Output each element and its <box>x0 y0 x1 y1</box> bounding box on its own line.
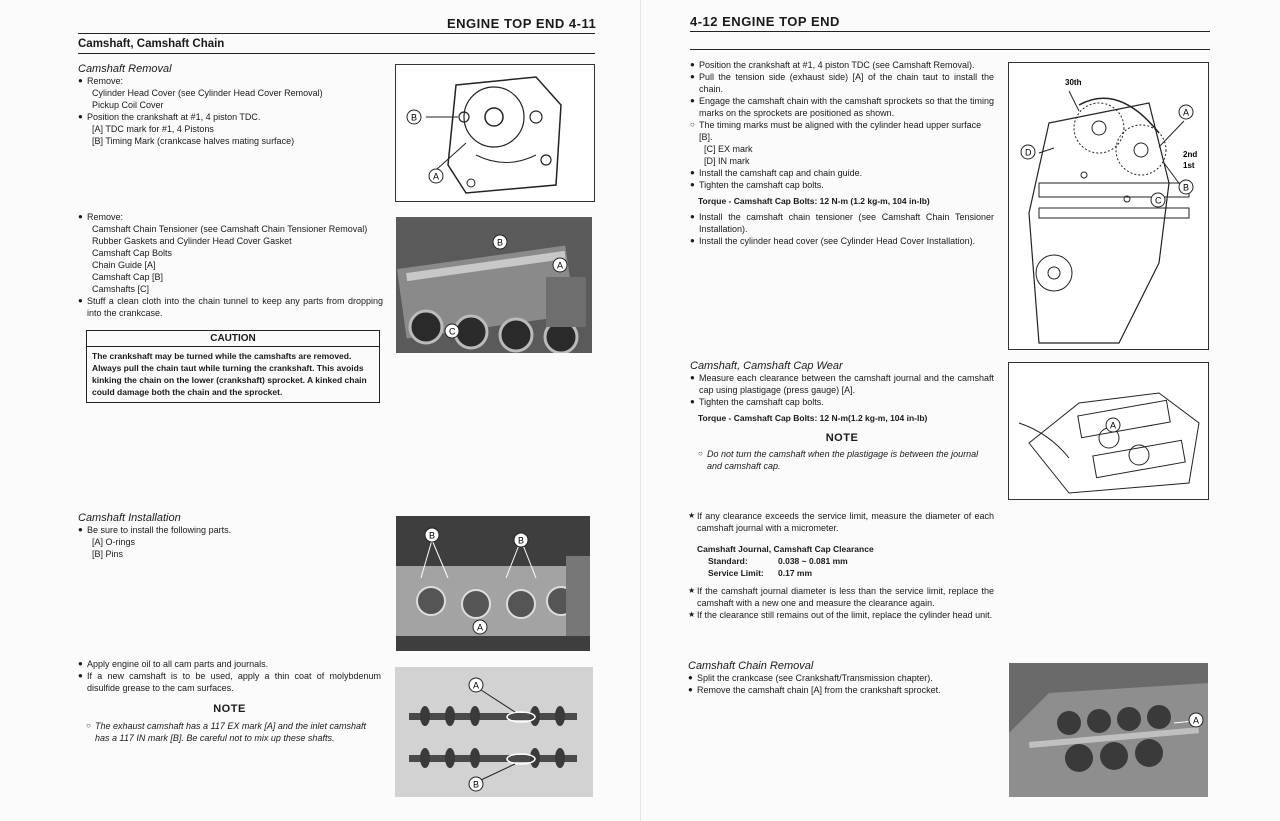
remove-part: Camshaft Cap Bolts <box>92 248 173 258</box>
remove-part: Chain Guide [A] <box>92 260 156 270</box>
remove-bullet: ● Remove: <box>78 75 383 87</box>
diagram-label-c: C <box>1155 195 1162 206</box>
pickup-coil-drawing <box>396 65 595 202</box>
spec-title: Camshaft Journal, Camshaft Cap Clearance <box>697 544 874 554</box>
right-page <box>640 0 1280 821</box>
photo-label-b: B <box>518 535 525 546</box>
install-part: [B] Pins <box>92 549 124 559</box>
label-1st: 1st <box>1183 161 1195 170</box>
header-rule <box>690 31 1210 32</box>
torque-spec: Torque - Camshaft Cap Bolts: 12 N-m (1.2 kg-m, 104 in-lb) <box>698 196 930 206</box>
left-page-header: ENGINE TOP END 4-11 <box>447 16 597 31</box>
measure-bullet: ● Measure each clearance between the camshaft journal and the camshaft cap using plastigage (press gauge) [A]. <box>690 372 994 396</box>
caution-box <box>86 330 380 403</box>
clearance-block <box>688 510 994 621</box>
caution-heading: CAUTION <box>87 331 379 347</box>
tighten-bullet: ● Tighten the camshaft cap bolts. <box>690 396 994 408</box>
photo-label-a: A <box>557 260 564 271</box>
figure-label-b: B <box>411 112 418 123</box>
spec-row-standard <box>708 555 994 567</box>
note-body: ○ The exhaust camshaft has a 117 EX mark [A] and the inlet camshaft has a 117 IN mark [B]. Be careful not to mix up these shafts. <box>86 720 381 744</box>
crankcase-photo-art <box>1009 663 1208 797</box>
position-item: [B] Timing Mark (crankcase halves mating surface) <box>92 136 295 146</box>
position-item: [A] TDC mark for #1, 4 Pistons <box>92 124 214 134</box>
title-rule <box>78 53 595 54</box>
remove-parts-block <box>78 211 383 319</box>
pickup-coil-figure <box>395 64 595 202</box>
caution-body: The crankshaft may be turned while the camshafts are removed. Always pull the chain taut while turning the crankshaft. This avoids kinking the chain on the lower (crankshaft) sprocket. A kinked chain could damage both the chain and the sprocket. <box>92 351 367 397</box>
install-part: [A] O-rings <box>92 537 136 547</box>
install-step: ● Install the camshaft chain tensioner (see Camshaft Chain Tensioner Installation). <box>690 211 994 235</box>
o-rings-photo <box>396 516 590 651</box>
diagram-label-a: A <box>1183 107 1190 118</box>
timing-diagram <box>1008 62 1209 350</box>
timing-item: [D] IN mark <box>704 156 750 166</box>
wear-heading: Camshaft, Camshaft Cap Wear <box>690 360 843 372</box>
plastigage-figure <box>1008 362 1209 500</box>
cylinder-head-photo <box>396 217 592 353</box>
oil-block <box>78 658 381 744</box>
position-bullet: ● Position the crankshaft at #1, 4 piston TDC. <box>78 111 383 123</box>
camshaft-installation-block <box>78 512 383 560</box>
still-bullet: ★ If the clearance still remains out of the limit, replace the cylinder head unit. <box>688 609 994 621</box>
chain-removal-block <box>688 660 994 696</box>
crankcase-photo <box>1009 663 1208 797</box>
label-30th: 30th <box>1065 78 1082 87</box>
camshafts-photo-art <box>395 667 593 797</box>
photo-label-a: A <box>477 622 484 633</box>
install-step: ● Install the camshaft cap and chain guide. <box>690 167 994 179</box>
camshaft-installation-heading: Camshaft Installation <box>78 512 181 524</box>
wear-block <box>690 360 994 472</box>
photo-label-c: C <box>449 326 456 337</box>
split-bullet: ● Split the crankcase (see Crankshaft/Transmission chapter). <box>688 672 994 684</box>
install-step: ● Tighten the camshaft cap bolts. <box>690 179 994 191</box>
chain-removal-heading: Camshaft Chain Removal <box>688 660 814 672</box>
install-step: ● Pull the tension side (exhaust side) [A] of the chain taut to install the chain. <box>690 71 994 95</box>
photo-label-b: B <box>429 530 436 541</box>
be-sure-bullet: ● Be sure to install the following parts. <box>78 524 383 536</box>
photo-label-a: A <box>1193 715 1200 726</box>
exceeds-bullet: ★ If any clearance exceeds the service limit, measure the diameter of each camshaft journal with a micrometer. <box>688 510 994 534</box>
chain-install-block <box>690 59 994 247</box>
remove-part: Rubber Gaskets and Cylinder Head Cover Gasket <box>92 236 292 246</box>
diagram-label-b: B <box>1183 182 1190 193</box>
plastigage-drawing <box>1009 363 1209 500</box>
timing-item: [C] EX mark <box>704 144 753 154</box>
photo-label-a: A <box>473 680 480 691</box>
photo-label-b: B <box>497 237 504 248</box>
remove-bullet: ● Remove: <box>78 211 383 223</box>
standard-value: 0.038 ~ 0.081 mm <box>778 556 848 566</box>
camshafts-photo <box>395 667 593 797</box>
note-body: ○ Do not turn the camshaft when the plastigage is between the journal and camshaft cap. <box>698 448 994 472</box>
install-step: ● Position the crankshaft at #1, 4 piston TDC (see Camshaft Removal). <box>690 59 994 71</box>
label-2nd: 2nd <box>1183 150 1198 159</box>
photo-label-b: B <box>473 779 480 790</box>
limit-label: Service Limit: <box>708 568 764 578</box>
remove-part: Camshaft Chain Tensioner (see Camshaft Chain Tensioner Removal) <box>92 224 368 234</box>
right-page-header: 4-12 ENGINE TOP END <box>690 14 840 29</box>
note-heading: NOTE <box>213 703 246 715</box>
section-title: Camshaft, Camshaft Chain <box>78 38 225 50</box>
o-rings-photo-art <box>396 516 590 651</box>
cylinder-head-photo-art <box>396 217 592 353</box>
camshaft-removal-heading: Camshaft Removal <box>78 63 172 75</box>
remove-part: Camshafts [C] <box>92 284 150 294</box>
remove-item: Cylinder Head Cover (see Cylinder Head Cover Removal) <box>92 88 323 98</box>
apply-oil-bullet: ● Apply engine oil to all cam parts and journals. <box>78 658 381 670</box>
figure-label-a: A <box>1110 420 1117 431</box>
timing-note: ○ The timing marks must be aligned with the cylinder head upper surface [B]. <box>690 119 994 143</box>
install-step: ● Engage the camshaft chain with the camshaft sprockets so that the timing marks on the sprockets are positioned as shown. <box>690 95 994 119</box>
note-heading: NOTE <box>825 432 859 444</box>
title-rule <box>690 49 1210 50</box>
less-bullet: ★ If the camshaft journal diameter is less than the service limit, replace the camshaft with a new one and measure the clearance again. <box>688 585 994 609</box>
figure-label-a: A <box>433 171 440 182</box>
limit-value: 0.17 mm <box>778 568 813 578</box>
spec-row-limit <box>708 567 994 579</box>
install-step: ● Install the cylinder head cover (see Cylinder Head Cover Installation). <box>690 235 994 247</box>
remove-part: Camshaft Cap [B] <box>92 272 164 282</box>
standard-label: Standard: <box>708 556 748 566</box>
diagram-label-d: D <box>1025 147 1032 158</box>
header-rule <box>78 33 595 34</box>
remove-item: Pickup Coil Cover <box>92 100 164 110</box>
torque-spec: Torque - Camshaft Cap Bolts: 12 N-m(1.2 kg-m, 104 in-lb) <box>698 413 928 423</box>
timing-diagram-art <box>1009 63 1209 350</box>
stuff-cloth-bullet: ● Stuff a clean cloth into the chain tunnel to keep any parts from dropping into the crankcase. <box>78 295 383 319</box>
remove-chain-bullet: ● Remove the camshaft chain [A] from the crankshaft sprocket. <box>688 684 994 696</box>
camshaft-removal-block <box>78 63 383 147</box>
new-camshaft-bullet: ● If a new camshaft is to be used, apply a thin coat of molybdenum disulfide grease to the cam surfaces. <box>78 670 381 694</box>
